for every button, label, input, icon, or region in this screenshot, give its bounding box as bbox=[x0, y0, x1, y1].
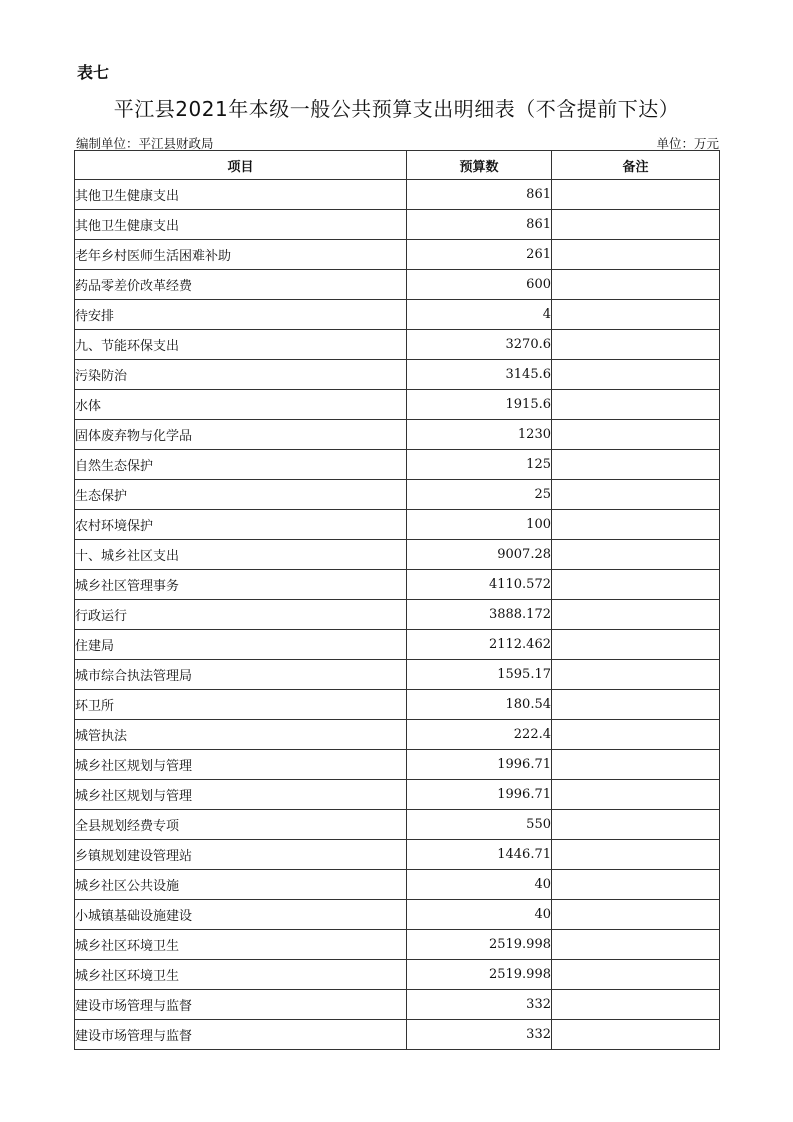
table-number-label: 表七 bbox=[77, 63, 110, 82]
row-amount-cell: 550 bbox=[407, 810, 552, 840]
row-item-cell: 自然生态保护 bbox=[75, 450, 407, 480]
row-amount-cell: 180.54 bbox=[407, 690, 552, 720]
row-item-cell: 九、节能环保支出 bbox=[75, 330, 407, 360]
table-row bbox=[75, 810, 720, 840]
row-note-cell bbox=[552, 450, 720, 480]
row-item-cell: 建设市场管理与监督 bbox=[75, 1020, 407, 1050]
table-row bbox=[75, 870, 720, 900]
table-row bbox=[75, 780, 720, 810]
table-row bbox=[75, 210, 720, 240]
table-row bbox=[75, 330, 720, 360]
table-row bbox=[75, 840, 720, 870]
row-note-cell bbox=[552, 390, 720, 420]
row-amount-cell: 2519.998 bbox=[407, 960, 552, 990]
table-row bbox=[75, 720, 720, 750]
row-note-cell bbox=[552, 810, 720, 840]
header-note: 备注 bbox=[552, 151, 720, 180]
row-note-cell bbox=[552, 780, 720, 810]
row-item-cell: 城乡社区管理事务 bbox=[75, 570, 407, 600]
row-item-cell: 小城镇基础设施建设 bbox=[75, 900, 407, 930]
row-note-cell bbox=[552, 480, 720, 510]
row-item-cell: 行政运行 bbox=[75, 600, 407, 630]
row-note-cell bbox=[552, 240, 720, 270]
table-row bbox=[75, 450, 720, 480]
row-note-cell bbox=[552, 900, 720, 930]
table-row bbox=[75, 360, 720, 390]
row-amount-cell: 1996.71 bbox=[407, 780, 552, 810]
row-note-cell bbox=[552, 600, 720, 630]
table-row bbox=[75, 1020, 720, 1050]
row-amount-cell: 40 bbox=[407, 900, 552, 930]
table-row bbox=[75, 300, 720, 330]
table-row bbox=[75, 390, 720, 420]
table-row bbox=[75, 420, 720, 450]
row-note-cell bbox=[552, 300, 720, 330]
row-note-cell bbox=[552, 690, 720, 720]
row-item-cell: 城乡社区环境卫生 bbox=[75, 930, 407, 960]
row-note-cell bbox=[552, 330, 720, 360]
budget-table bbox=[74, 150, 720, 1050]
row-amount-cell: 1446.71 bbox=[407, 840, 552, 870]
row-note-cell bbox=[552, 360, 720, 390]
table-row bbox=[75, 570, 720, 600]
row-amount-cell: 1230 bbox=[407, 420, 552, 450]
compiler-label: 编制单位：平江县财政局 bbox=[76, 136, 214, 151]
row-amount-cell: 332 bbox=[407, 1020, 552, 1050]
row-amount-cell: 3270.6 bbox=[407, 330, 552, 360]
table-row bbox=[75, 180, 720, 210]
row-amount-cell: 3145.6 bbox=[407, 360, 552, 390]
row-item-cell: 污染防治 bbox=[75, 360, 407, 390]
row-note-cell bbox=[552, 960, 720, 990]
row-note-cell bbox=[552, 840, 720, 870]
row-amount-cell: 4110.572 bbox=[407, 570, 552, 600]
row-amount-cell: 125 bbox=[407, 450, 552, 480]
table-row bbox=[75, 960, 720, 990]
row-item-cell: 城乡社区规划与管理 bbox=[75, 780, 407, 810]
row-amount-cell: 861 bbox=[407, 180, 552, 210]
table-row bbox=[75, 900, 720, 930]
row-amount-cell: 4 bbox=[407, 300, 552, 330]
table-row bbox=[75, 930, 720, 960]
table-row bbox=[75, 630, 720, 660]
row-note-cell bbox=[552, 270, 720, 300]
row-item-cell: 待安排 bbox=[75, 300, 407, 330]
row-item-cell: 城管执法 bbox=[75, 720, 407, 750]
row-item-cell: 环卫所 bbox=[75, 690, 407, 720]
row-note-cell bbox=[552, 540, 720, 570]
table-body bbox=[75, 180, 720, 1050]
row-amount-cell: 261 bbox=[407, 240, 552, 270]
row-amount-cell: 1595.17 bbox=[407, 660, 552, 690]
row-item-cell: 老年乡村医师生活困难补助 bbox=[75, 240, 407, 270]
row-amount-cell: 25 bbox=[407, 480, 552, 510]
row-item-cell: 城乡社区环境卫生 bbox=[75, 960, 407, 990]
row-amount-cell: 600 bbox=[407, 270, 552, 300]
row-item-cell: 其他卫生健康支出 bbox=[75, 180, 407, 210]
row-item-cell: 建设市场管理与监督 bbox=[75, 990, 407, 1020]
row-item-cell: 固体废弃物与化学品 bbox=[75, 420, 407, 450]
document-title: 平江县2021年本级一般公共预算支出明细表（不含提前下达） bbox=[113, 97, 680, 121]
row-amount-cell: 222.4 bbox=[407, 720, 552, 750]
table-row bbox=[75, 480, 720, 510]
row-note-cell bbox=[552, 510, 720, 540]
row-amount-cell: 3888.172 bbox=[407, 600, 552, 630]
row-note-cell bbox=[552, 720, 720, 750]
meta-row bbox=[74, 134, 719, 150]
table-row bbox=[75, 240, 720, 270]
row-item-cell: 生态保护 bbox=[75, 480, 407, 510]
table-header-row bbox=[75, 151, 720, 180]
row-item-cell: 乡镇规划建设管理站 bbox=[75, 840, 407, 870]
table-row bbox=[75, 540, 720, 570]
table-row bbox=[75, 600, 720, 630]
row-note-cell bbox=[552, 180, 720, 210]
row-item-cell: 城市综合执法管理局 bbox=[75, 660, 407, 690]
row-amount-cell: 332 bbox=[407, 990, 552, 1020]
row-amount-cell: 9007.28 bbox=[407, 540, 552, 570]
row-note-cell bbox=[552, 630, 720, 660]
header-item: 项目 bbox=[75, 151, 407, 180]
row-note-cell bbox=[552, 660, 720, 690]
table-row bbox=[75, 690, 720, 720]
row-note-cell bbox=[552, 570, 720, 600]
table-row bbox=[75, 660, 720, 690]
row-note-cell bbox=[552, 210, 720, 240]
row-item-cell: 农村环境保护 bbox=[75, 510, 407, 540]
row-amount-cell: 2519.998 bbox=[407, 930, 552, 960]
header-amount: 预算数 bbox=[407, 151, 552, 180]
table-row bbox=[75, 990, 720, 1020]
table-row bbox=[75, 510, 720, 540]
row-amount-cell: 100 bbox=[407, 510, 552, 540]
row-amount-cell: 1996.71 bbox=[407, 750, 552, 780]
table-row bbox=[75, 750, 720, 780]
row-item-cell: 住建局 bbox=[75, 630, 407, 660]
row-item-cell: 全县规划经费专项 bbox=[75, 810, 407, 840]
row-note-cell bbox=[552, 990, 720, 1020]
row-item-cell: 城乡社区规划与管理 bbox=[75, 750, 407, 780]
row-note-cell bbox=[552, 870, 720, 900]
unit-label: 单位：万元 bbox=[656, 136, 719, 151]
row-note-cell bbox=[552, 750, 720, 780]
row-amount-cell: 40 bbox=[407, 870, 552, 900]
row-note-cell bbox=[552, 930, 720, 960]
row-item-cell: 水体 bbox=[75, 390, 407, 420]
row-amount-cell: 1915.6 bbox=[407, 390, 552, 420]
row-item-cell: 城乡社区公共设施 bbox=[75, 870, 407, 900]
row-note-cell bbox=[552, 420, 720, 450]
row-item-cell: 十、城乡社区支出 bbox=[75, 540, 407, 570]
table-row bbox=[75, 270, 720, 300]
row-item-cell: 其他卫生健康支出 bbox=[75, 210, 407, 240]
row-amount-cell: 861 bbox=[407, 210, 552, 240]
row-amount-cell: 2112.462 bbox=[407, 630, 552, 660]
row-note-cell bbox=[552, 1020, 720, 1050]
row-item-cell: 药品零差价改革经费 bbox=[75, 270, 407, 300]
